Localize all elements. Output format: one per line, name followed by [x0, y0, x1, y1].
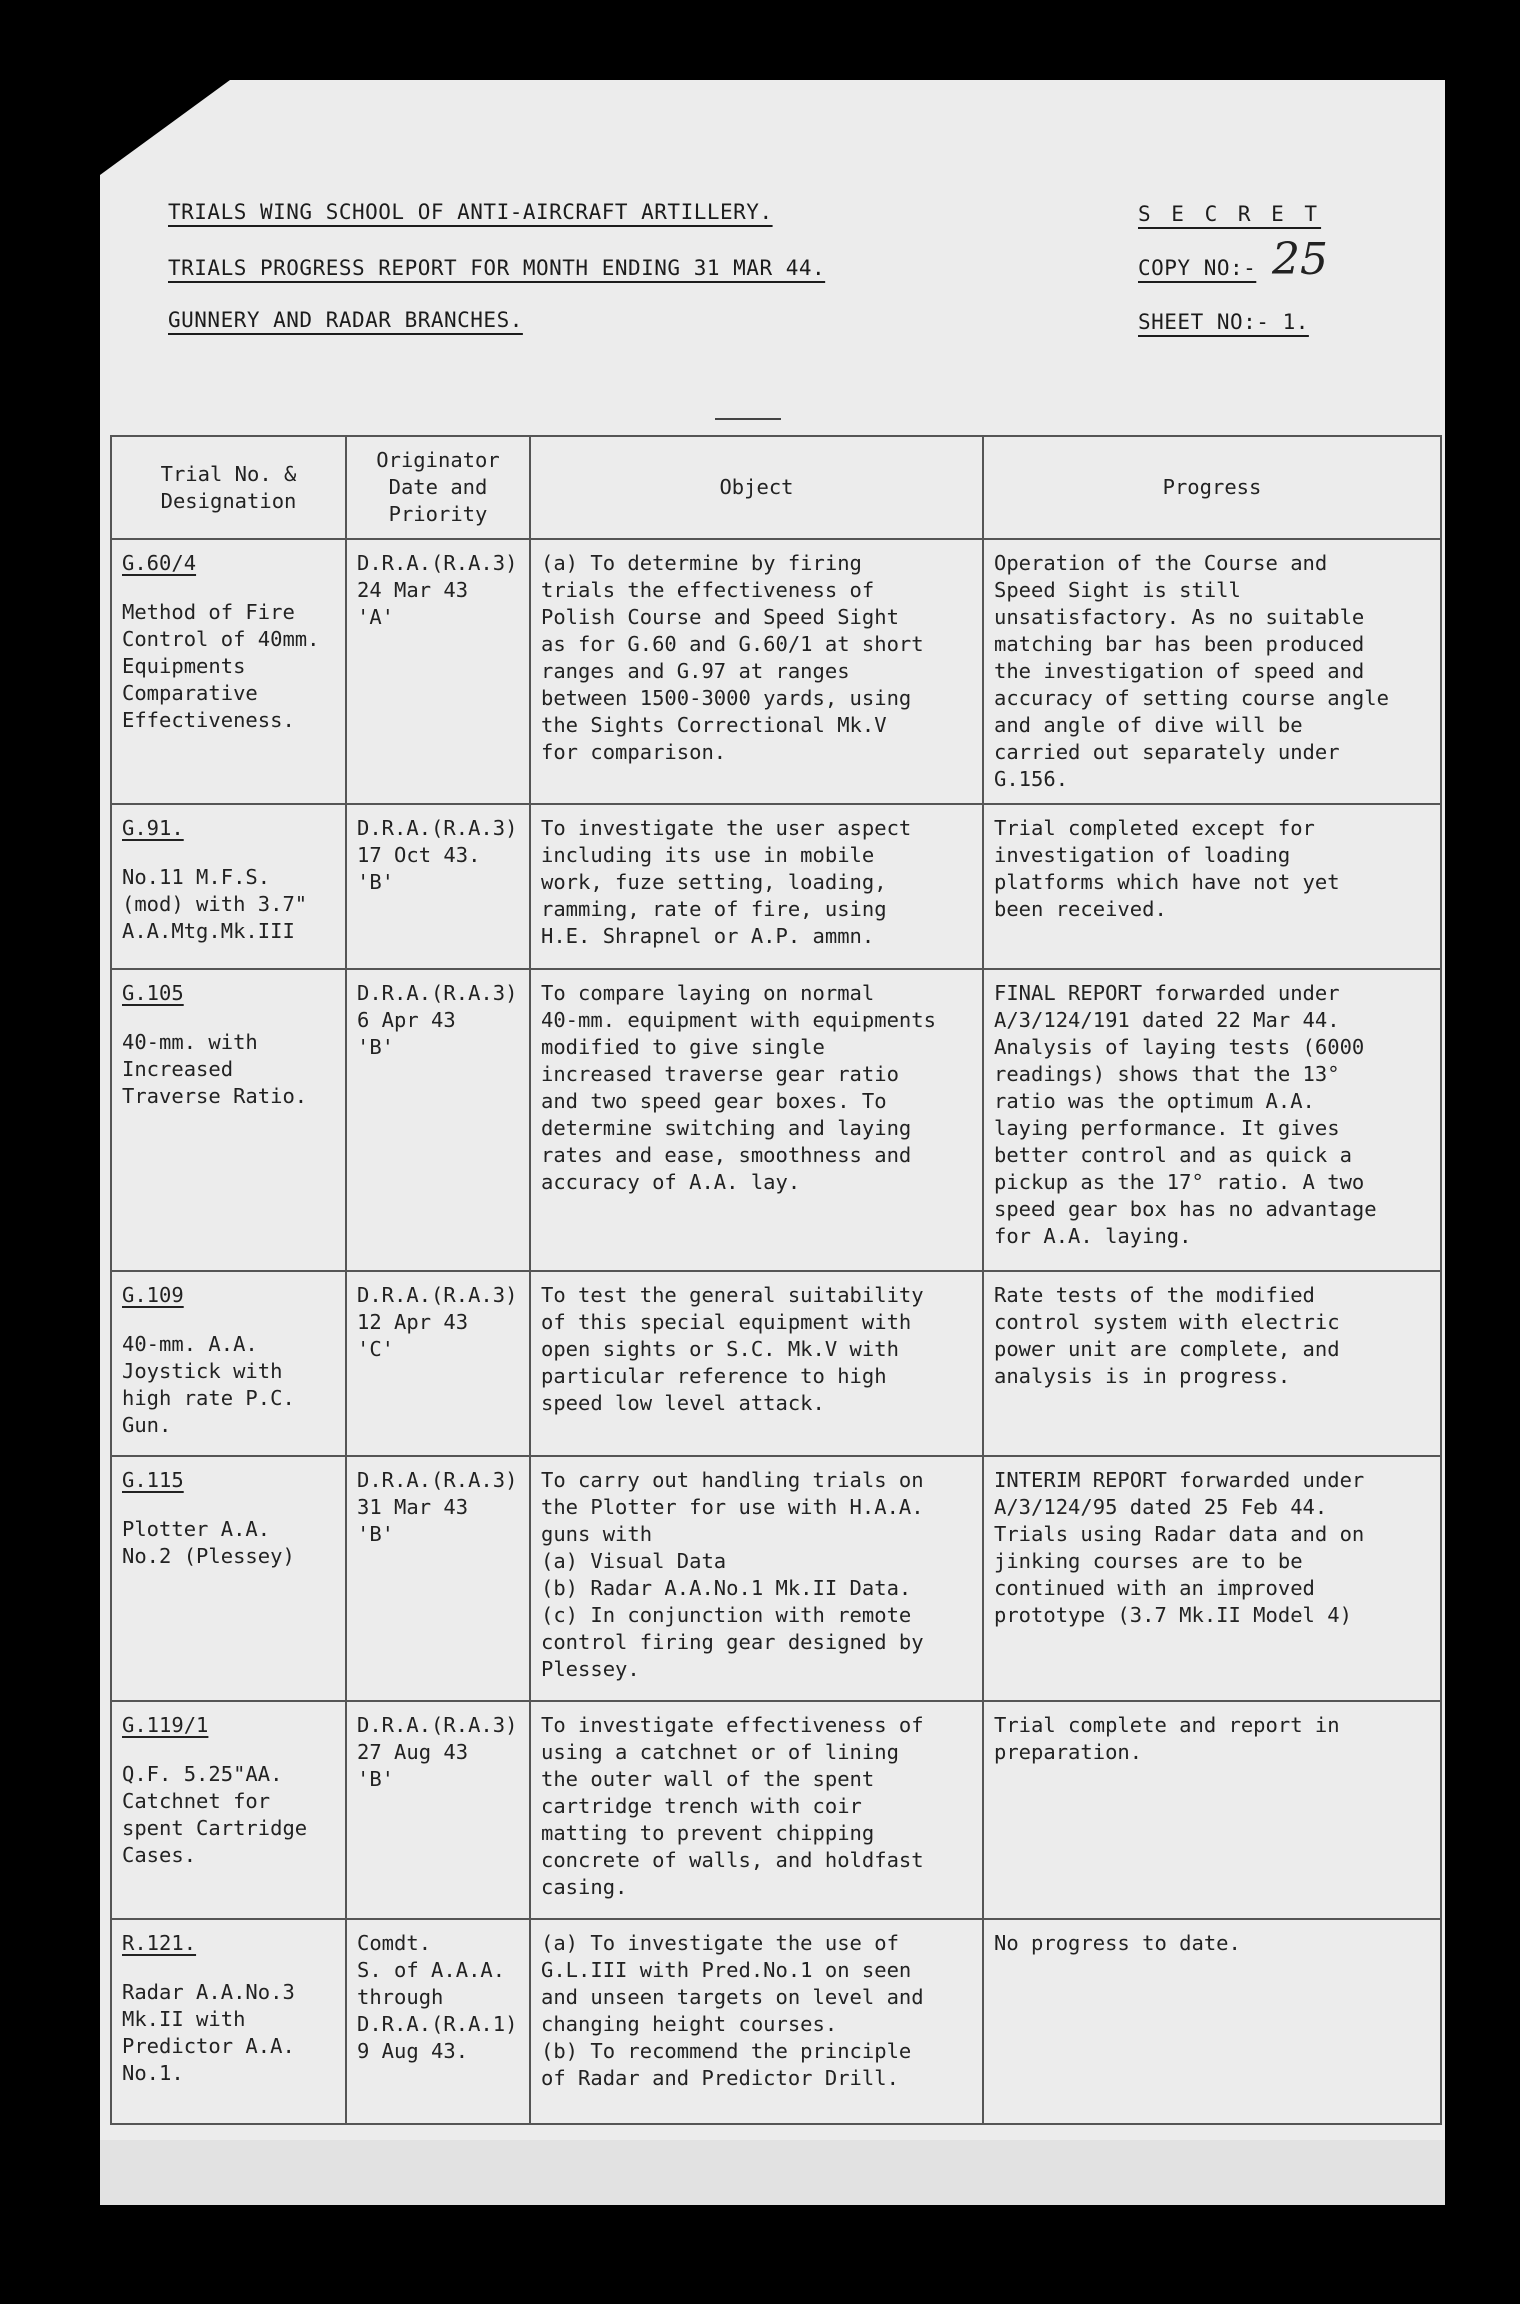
table-row — [111, 539, 1441, 804]
table-row — [111, 1271, 1441, 1456]
trial-designation: No.11 M.F.S. (mod) with 3.7" A.A.Mtg.Mk.III — [122, 865, 308, 943]
table-row — [111, 1456, 1441, 1701]
trial-number: R.121. — [122, 1931, 197, 1955]
object-cell: (a) To investigate the use of G.L.III with Pred.No.1 on seen and unseen targets on level and changing height courses. (b) To recommend the principle of Radar and Predictor Drill. — [530, 1919, 983, 2124]
progress-cell: INTERIM REPORT forwarded under A/3/124/95 dated 25 Feb 44. Trials using Radar data and on jinking courses are to be continued with an improved prototype (3.7 Mk.II Model 4) — [983, 1456, 1441, 1701]
header-line-report-title: TRIALS PROGRESS REPORT FOR MONTH ENDING 31 MAR 44. — [168, 256, 826, 280]
header-divider — [715, 418, 781, 420]
progress-cell: FINAL REPORT forwarded under A/3/124/191 dated 22 Mar 44. Analysis of laying tests (6000 readings) shows that the 13° ratio was the optimum A.A. laying performance. It gives better control and as quick a pickup as the 17° ratio. A two speed gear box has no advantage for A.A. laying. — [983, 969, 1441, 1271]
table-row — [111, 969, 1441, 1271]
trial-number: G.91. — [122, 816, 184, 840]
trial-cell — [111, 969, 346, 1271]
trial-number: G.109 — [122, 1283, 184, 1307]
progress-cell: Trial complete and report in preparation. — [983, 1701, 1441, 1919]
object-cell: To investigate the user aspect including its use in mobile work, fuze setting, loading, ramming, rate of fire, using H.E. Shrapnel or A.P. ammn. — [530, 804, 983, 969]
trial-designation: Q.F. 5.25"AA. Catchnet for spent Cartridge Cases. — [122, 1762, 308, 1867]
header-line-school: TRIALS WING SCHOOL OF ANTI-AIRCRAFT ARTILLERY. — [168, 200, 773, 224]
progress-cell: Operation of the Course and Speed Sight is still unsatisfactory. As no suitable matching bar has been produced the investigation of speed and accuracy of setting course angle and angle of dive will be carried out separately under G.156. — [983, 539, 1441, 804]
table-header-row — [111, 436, 1441, 539]
trial-cell — [111, 1919, 346, 2124]
originator-cell: Comdt. S. of A.A.A. through D.R.A.(R.A.1) 9 Aug 43. — [346, 1919, 530, 2124]
column-header-trial: Trial No. & Designation — [111, 436, 346, 539]
copy-number-handwritten: 25 — [1272, 234, 1328, 285]
sheet-number-label: SHEET NO:- 1. — [1138, 310, 1309, 334]
column-header-originator: Originator Date and Priority — [346, 436, 530, 539]
object-cell: To carry out handling trials on the Plotter for use with H.A.A. guns with (a) Visual Data (b) Radar A.A.No.1 Mk.II Data. (c) In conjunction with remote control firing gear designed by Plessey. — [530, 1456, 983, 1701]
trial-cell — [111, 804, 346, 969]
trial-number: G.119/1 — [122, 1713, 209, 1737]
column-header-progress: Progress — [983, 436, 1441, 539]
progress-cell: No progress to date. — [983, 1919, 1441, 2124]
originator-cell: D.R.A.(R.A.3) 6 Apr 43 'B' — [346, 969, 530, 1271]
originator-cell: D.R.A.(R.A.3) 31 Mar 43 'B' — [346, 1456, 530, 1701]
originator-cell: D.R.A.(R.A.3) 12 Apr 43 'C' — [346, 1271, 530, 1456]
progress-cell: Rate tests of the modified control system with electric power unit are complete, and analysis is in progress. — [983, 1271, 1441, 1456]
table-row — [111, 1919, 1441, 2124]
originator-cell: D.R.A.(R.A.3) 24 Mar 43 'A' — [346, 539, 530, 804]
header-line-branches: GUNNERY AND RADAR BRANCHES. — [168, 308, 523, 332]
progress-cell: Trial completed except for investigation of loading platforms which have not yet been received. — [983, 804, 1441, 969]
trial-cell — [111, 1456, 346, 1701]
column-header-object: Object — [530, 436, 983, 539]
trial-number: G.105 — [122, 981, 184, 1005]
trial-designation: 40-mm. A.A. Joystick with high rate P.C. Gun. — [122, 1332, 295, 1437]
object-cell: (a) To determine by firing trials the effectiveness of Polish Course and Speed Sight as for G.60 and G.60/1 at short ranges and G.97 at ranges between 1500-3000 yards, using the Sights Correctional Mk.V for comparison. — [530, 539, 983, 804]
originator-cell: D.R.A.(R.A.3) 27 Aug 43 'B' — [346, 1701, 530, 1919]
classification-label: S E C R E T — [1138, 202, 1322, 226]
trial-cell — [111, 1271, 346, 1456]
trial-designation: Method of Fire Control of 40mm. Equipments Comparative Effectiveness. — [122, 600, 320, 732]
trial-designation: 40-mm. with Increased Traverse Ratio. — [122, 1030, 308, 1108]
copy-number-label: COPY NO:- — [1138, 256, 1257, 280]
object-cell: To compare laying on normal 40-mm. equipment with equipments modified to give single increased traverse gear ratio and two speed gear boxes. To determine switching and laying rates and ease, smoothness and accuracy of A.A. lay. — [530, 969, 983, 1271]
trial-cell — [111, 1701, 346, 1919]
object-cell: To test the general suitability of this special equipment with open sights or S.C. Mk.V with particular reference to high speed low level attack. — [530, 1271, 983, 1456]
trial-designation: Radar A.A.No.3 Mk.II with Predictor A.A. No.1. — [122, 1980, 295, 2085]
page-bottom-margin — [100, 2140, 1445, 2205]
trial-number: G.115 — [122, 1468, 184, 1492]
object-cell: To investigate effectiveness of using a catchnet or of lining the outer wall of the spent cartridge trench with coir matting to prevent chipping concrete of walls, and holdfast casing. — [530, 1701, 983, 1919]
trial-cell — [111, 539, 346, 804]
trial-designation: Plotter A.A. No.2 (Plessey) — [122, 1517, 295, 1568]
trial-number: G.60/4 — [122, 551, 197, 575]
table-row — [111, 804, 1441, 969]
table-row — [111, 1701, 1441, 1919]
originator-cell: D.R.A.(R.A.3) 17 Oct 43. 'B' — [346, 804, 530, 969]
trials-progress-table — [110, 435, 1442, 2125]
